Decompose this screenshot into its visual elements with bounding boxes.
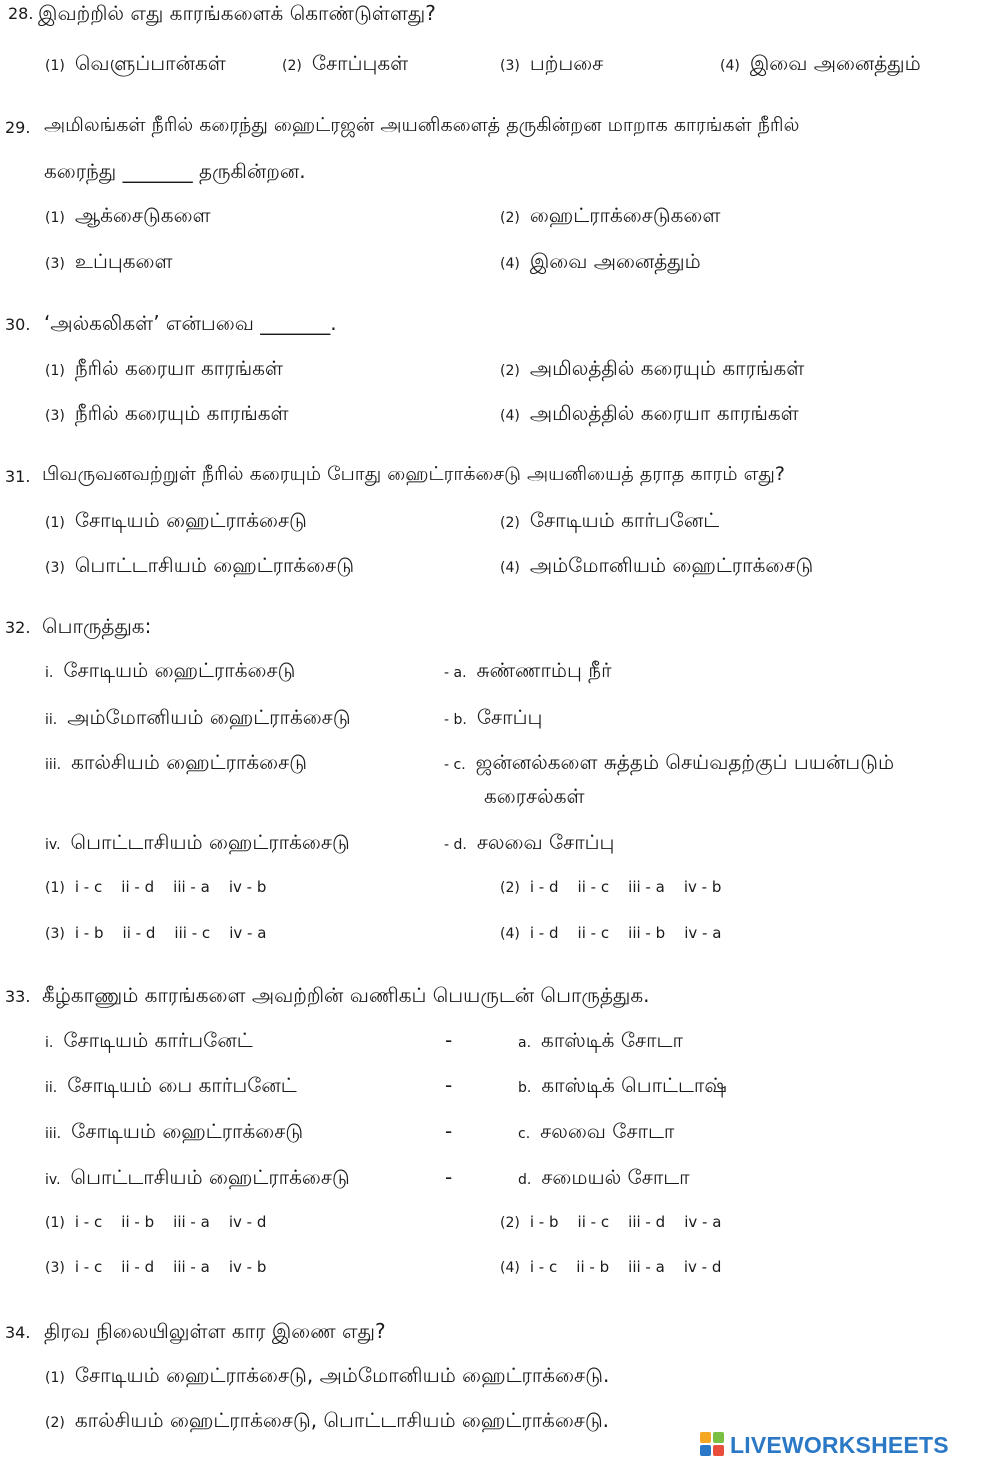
q29-option-4[interactable]: [500, 249, 701, 276]
item-number: i.: [45, 665, 54, 681]
liveworksheets-watermark: [700, 1430, 949, 1460]
q29-text-line2: கரைந்து _______ தருகின்றன.: [44, 159, 306, 183]
option-number: (1): [45, 58, 65, 74]
q32-right-item-a: [444, 658, 612, 685]
option-text: i - b ii - c iii - d iv - a: [529, 1213, 722, 1231]
item-number: iv.: [45, 837, 61, 853]
option-number: (3): [500, 58, 520, 74]
q34-option-1[interactable]: [45, 1363, 609, 1390]
q28-option-3[interactable]: [500, 51, 603, 78]
q28-option-4[interactable]: [720, 51, 921, 78]
item-number: d.: [518, 1172, 532, 1188]
q33-dash-3: -: [445, 1119, 453, 1143]
q28-number: 28.: [8, 4, 34, 23]
option-text: i - d ii - c iii - a iv - b: [529, 878, 722, 896]
q31-option-4[interactable]: [500, 553, 813, 580]
item-text: ஜன்னல்களை சுத்தம் செய்வதற்குப் பயன்படும்: [475, 750, 895, 774]
option-number: (4): [500, 1260, 520, 1276]
q33-option-3[interactable]: [45, 1258, 266, 1276]
option-text: i - d ii - c iii - b iv - a: [529, 924, 722, 942]
item-number: - c.: [444, 757, 466, 773]
item-text: காஸ்டிக் சோடா: [541, 1028, 683, 1052]
item-number: - a.: [444, 665, 467, 681]
q31-number: 31.: [5, 467, 31, 486]
q34-number: 34.: [5, 1323, 31, 1342]
item-text: சோப்பு: [476, 705, 543, 729]
option-number: (1): [45, 515, 65, 531]
option-text: i - c ii - d iii - a iv - b: [74, 878, 267, 896]
option-text: i - c ii - b iii - a iv - d: [529, 1258, 722, 1276]
item-number: iii.: [45, 757, 62, 773]
q33-number: 33.: [5, 987, 31, 1006]
q33-left-item-4: [45, 1165, 350, 1192]
option-text: ஹைட்ராக்சைடுகளை: [529, 203, 721, 227]
q30-option-1[interactable]: [45, 356, 283, 383]
q30-text: ‘அல்கலிகள்’ என்பவை _______.: [44, 311, 337, 335]
item-number: iv.: [45, 1172, 61, 1188]
q28-option-2[interactable]: [282, 51, 408, 78]
q29-option-3[interactable]: [45, 249, 173, 276]
option-number: (4): [500, 926, 520, 942]
option-text: கால்சியம் ஹைட்ராக்சைடு, பொட்டாசியம் ஹைட்ராக்சைடு.: [74, 1408, 610, 1432]
q31-option-2[interactable]: [500, 508, 719, 535]
option-number: (1): [45, 1215, 65, 1231]
q33-dash-4: -: [445, 1165, 453, 1189]
option-number: (3): [45, 926, 65, 942]
q32-right-item-d: [444, 830, 614, 857]
item-number: iii.: [45, 1126, 62, 1142]
item-number: c.: [518, 1126, 531, 1142]
option-text: சோடியம் ஹைட்ராக்சைடு, அம்மோனியம் ஹைட்ராக்சைடு.: [74, 1363, 610, 1387]
q32-option-1[interactable]: [45, 878, 266, 896]
option-number: (2): [500, 515, 520, 531]
option-text: அமிலத்தில் கரையும் காரங்கள்: [529, 356, 805, 380]
q31-option-3[interactable]: [45, 553, 354, 580]
item-text: பொட்டாசியம் ஹைட்ராக்சைடு: [70, 830, 350, 854]
q32-left-item-4: [45, 830, 350, 857]
q29-number: 29.: [5, 118, 31, 137]
item-text: சோடியம் பை கார்பனேட்: [67, 1073, 297, 1097]
option-number: (3): [45, 560, 65, 576]
option-number: (3): [45, 408, 65, 424]
q28-option-1[interactable]: [45, 51, 226, 78]
item-text: சலவை சோடா: [540, 1119, 675, 1143]
option-number: (3): [45, 1260, 65, 1276]
option-text: இவை அனைத்தும்: [529, 249, 701, 273]
option-number: (1): [45, 210, 65, 226]
option-number: (2): [500, 363, 520, 379]
item-text: அம்மோனியம் ஹைட்ராக்சைடு: [67, 705, 351, 729]
item-text: சோடியம் கார்பனேட்: [63, 1028, 253, 1052]
q30-option-2[interactable]: [500, 356, 804, 383]
option-number: (2): [500, 210, 520, 226]
q33-option-1[interactable]: [45, 1213, 266, 1231]
q32-option-4[interactable]: [500, 924, 721, 942]
item-text: சோடியம் ஹைட்ராக்சைடு: [71, 1119, 304, 1143]
option-text: சோடியம் கார்பனேட்: [529, 508, 720, 532]
option-text: பொட்டாசியம் ஹைட்ராக்சைடு: [74, 553, 355, 577]
option-text: நீரில் கரையா காரங்கள்: [74, 356, 283, 380]
option-number: (1): [45, 363, 65, 379]
option-number: (4): [500, 408, 520, 424]
item-text: சலவை சோப்பு: [476, 830, 615, 854]
liveworksheets-logo-icon: [700, 1432, 726, 1458]
q32-right-item-c-cont: கரைசல்கள்: [484, 784, 585, 808]
option-text: அம்மோனியம் ஹைட்ராக்சைடு: [529, 553, 814, 577]
option-number: (4): [500, 256, 520, 272]
item-text: சுண்ணாம்பு நீர்: [476, 658, 612, 682]
option-text: நீரில் கரையும் காரங்கள்: [74, 401, 289, 425]
option-number: (4): [720, 58, 740, 74]
option-text: i - c ii - d iii - a iv - b: [74, 1258, 267, 1276]
item-text: சோடியம் ஹைட்ராக்சைடு: [63, 658, 296, 682]
q32-left-item-3: [45, 750, 307, 777]
item-text: சமையல் சோடா: [541, 1165, 690, 1189]
q32-option-2[interactable]: [500, 878, 721, 896]
option-text: i - c ii - b iii - a iv - d: [74, 1213, 267, 1231]
q28-text: இவற்றில் எது காரங்களைக் கொண்டுள்ளது?: [38, 1, 436, 25]
q33-right-item-a: [518, 1028, 683, 1055]
q33-option-2[interactable]: [500, 1213, 721, 1231]
q29-option-2[interactable]: [500, 203, 720, 230]
item-number: ii.: [45, 1080, 58, 1096]
option-text: உப்புகளை: [74, 249, 173, 273]
q34-text: திரவ நிலையிலுள்ள கார இணை எது?: [44, 1319, 386, 1343]
option-number: (2): [500, 880, 520, 896]
option-number: (2): [500, 1215, 520, 1231]
option-text: பற்பசை: [529, 51, 604, 75]
option-text: i - b ii - d iii - c iv - a: [74, 924, 267, 942]
option-number: (1): [45, 1370, 65, 1386]
option-text: அமிலத்தில் கரையா காரங்கள்: [529, 401, 799, 425]
q33-right-item-b: [518, 1073, 727, 1100]
item-text: பொட்டாசியம் ஹைட்ராக்சைடு: [70, 1165, 350, 1189]
q32-option-3[interactable]: [45, 924, 266, 942]
option-text: வெளுப்பான்கள்: [74, 51, 226, 75]
option-text: ஆக்சைடுகளை: [74, 203, 211, 227]
option-number: (2): [282, 58, 302, 74]
q29-option-1[interactable]: [45, 203, 211, 230]
item-number: a.: [518, 1035, 532, 1051]
q32-left-item-2: [45, 705, 351, 732]
q32-right-item-c: [444, 750, 894, 777]
q30-option-3[interactable]: [45, 401, 289, 428]
q32-right-item-b: [444, 705, 542, 732]
q33-right-item-c: [518, 1119, 674, 1146]
item-number: - b.: [444, 712, 467, 728]
item-text: கால்சியம் ஹைட்ராக்சைடு: [71, 750, 308, 774]
q32-number: 32.: [5, 618, 31, 637]
q33-right-item-d: [518, 1165, 690, 1192]
q33-text: கீழ்காணும் காரங்களை அவற்றின் வணிகப் பெயருடன் பொருத்துக.: [42, 983, 650, 1007]
item-number: i.: [45, 1035, 54, 1051]
item-number: b.: [518, 1080, 532, 1096]
option-number: (2): [45, 1415, 65, 1431]
q33-left-item-1: [45, 1028, 253, 1055]
option-text: இவை அனைத்தும்: [749, 51, 921, 75]
q30-option-4[interactable]: [500, 401, 799, 428]
q32-text: பொருத்துக:: [42, 614, 152, 638]
item-text: காஸ்டிக் பொட்டாஷ்: [541, 1073, 727, 1097]
item-number: ii.: [45, 712, 58, 728]
q30-number: 30.: [5, 315, 31, 334]
q33-left-item-2: [45, 1073, 297, 1100]
option-number: (1): [45, 880, 65, 896]
q33-option-4[interactable]: [500, 1258, 721, 1276]
q33-left-item-3: [45, 1119, 303, 1146]
item-number: - d.: [444, 837, 467, 853]
liveworksheets-wordmark: LIVEWORKSHEETS: [730, 1431, 949, 1458]
option-number: (3): [45, 256, 65, 272]
q33-dash-1: -: [445, 1028, 453, 1052]
option-text: சோடியம் ஹைட்ராக்சைடு: [74, 508, 307, 532]
q32-left-item-1: [45, 658, 295, 685]
q29-text-line1: அமிலங்கள் நீரில் கரைந்து ஹைட்ரஜன் அயனிகளைத் தருகின்றன மாறாக காரங்கள் நீரில்: [44, 114, 800, 136]
option-text: சோப்புகள்: [311, 51, 409, 75]
q31-option-1[interactable]: [45, 508, 307, 535]
q31-text: பிவருவனவற்றுள் நீரில் கரையும் போது ஹைட்ராக்சைடு அயனியைத் தராத காரம் எது?: [42, 463, 785, 485]
q34-option-2[interactable]: [45, 1408, 609, 1435]
option-number: (4): [500, 560, 520, 576]
q33-dash-2: -: [445, 1073, 453, 1097]
